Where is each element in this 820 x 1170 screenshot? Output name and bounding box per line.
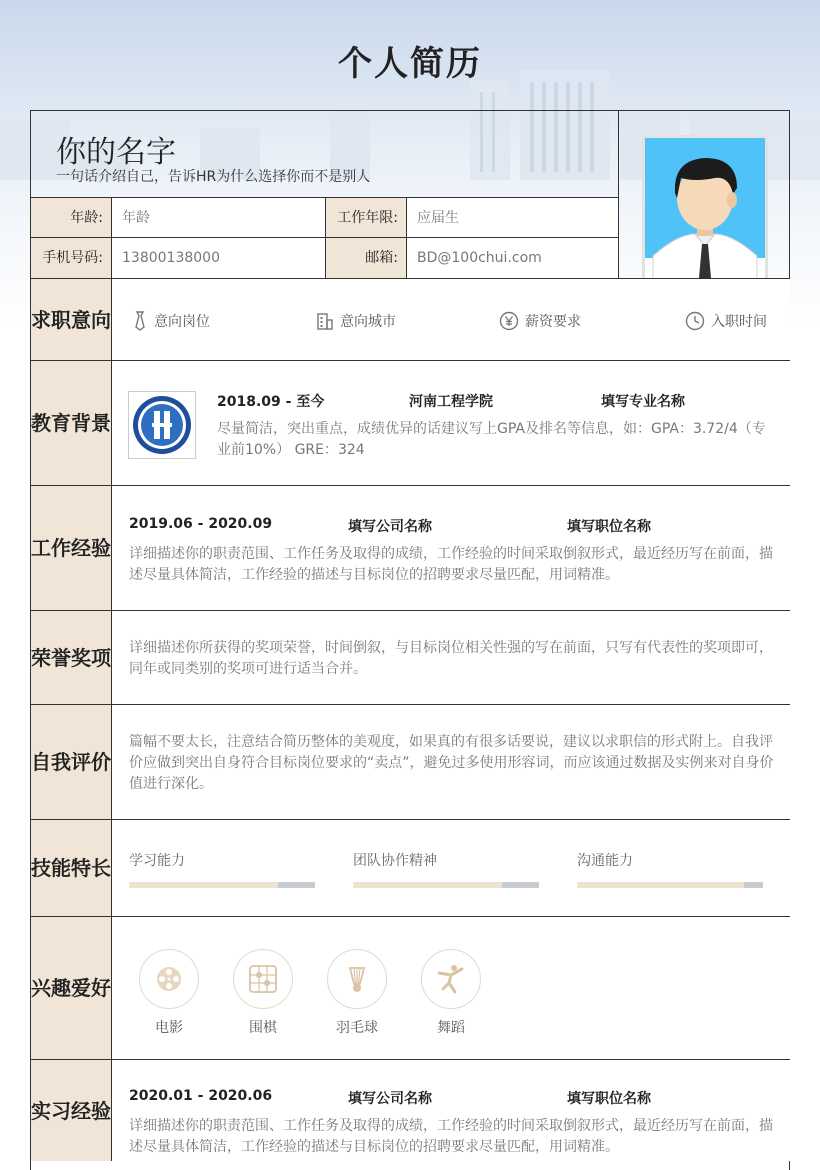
section-label-line1: 技能 — [31, 856, 71, 880]
hobby-icon-circle — [233, 949, 293, 1009]
profile-header — [31, 111, 791, 279]
honors-body — [112, 611, 790, 704]
skill-item[interactable] — [577, 850, 763, 888]
section-work-experience — [31, 485, 790, 610]
clock-icon — [685, 311, 705, 331]
section-job-intent — [31, 278, 790, 360]
skill-name: 学习能力 — [129, 853, 185, 869]
intent-position[interactable] — [132, 311, 210, 331]
skill-name: 沟通能力 — [577, 853, 633, 869]
section-label-line2: 经验 — [71, 1099, 111, 1123]
section-label-hobbies — [31, 917, 112, 1059]
resume-sheet — [30, 110, 790, 1170]
section-label-line2: 背景 — [71, 411, 111, 435]
section-label-job-intent — [31, 279, 112, 360]
hobby-name: 羽毛球 — [336, 1020, 378, 1036]
avatar-illustration — [645, 138, 765, 290]
self-evaluation-description[interactable]: 篇幅不要太长，注意结合简历整体的美观度，如果真的有很多话要说，建议以求职信的形式附上。自我评价应做到突出自身符合目标岗位要求的“卖点”，避免过多使用形容词，而应该通过数据及实例来对自身价值进行深化。 — [129, 734, 774, 792]
hobby-item[interactable] — [326, 949, 388, 1037]
intent-position-label: 意向岗位 — [154, 314, 210, 330]
intent-city-label: 意向城市 — [340, 314, 396, 330]
name-block — [31, 111, 619, 198]
hobby-name: 电影 — [155, 1020, 183, 1036]
intent-start-time[interactable] — [685, 311, 767, 331]
work-company[interactable]: 填写公司名称 — [348, 519, 432, 535]
internship-position[interactable]: 填写职位名称 — [567, 1091, 651, 1107]
yen-icon — [499, 311, 519, 331]
skill-bar-fill — [129, 882, 278, 888]
building-icon — [316, 312, 334, 330]
section-label-education — [31, 361, 112, 485]
internship-period[interactable]: 2020.01 - 2020.06 — [129, 1088, 273, 1104]
intent-city[interactable] — [316, 311, 396, 331]
tie-icon — [132, 311, 148, 331]
candidate-name[interactable]: 你的名字 — [56, 135, 176, 170]
work-experience-body — [112, 486, 790, 610]
internship-description[interactable]: 详细描述你的职责范围、工作任务及取得的成绩，工作经验的时间采取倒叙形式，最近经历写在前面，描述尽量具体简洁，工作经验的描述与目标岗位的招聘要求尽量匹配，用词精准。 — [129, 1118, 773, 1155]
work-description[interactable]: 详细描述你的职责范围、工作任务及取得的成绩，工作经验的时间采取倒叙形式，最近经历写在前面，描述尽量具体简洁，工作经验的描述与目标岗位的招聘要求尽量匹配，用词精准。 — [129, 546, 773, 583]
section-label-line2: 经验 — [71, 536, 111, 560]
education-major[interactable]: 填写专业名称 — [601, 394, 685, 410]
hobbies-body — [112, 917, 790, 1059]
age-value[interactable]: 年龄 — [112, 198, 326, 238]
photo-column — [619, 111, 790, 279]
section-education — [31, 360, 790, 485]
skill-bar — [353, 882, 539, 888]
education-school[interactable]: 河南工程学院 — [409, 394, 493, 410]
intent-salary-label: 薪资要求 — [525, 314, 581, 330]
internship-company[interactable]: 填写公司名称 — [348, 1091, 432, 1107]
age-label: 年龄: — [31, 198, 112, 238]
email-label: 邮箱: — [326, 238, 407, 278]
dancer-icon — [435, 963, 467, 995]
section-label-self-evaluation — [31, 705, 112, 819]
section-label-line2: 特长 — [71, 856, 111, 880]
hobby-icon-circle — [421, 949, 481, 1009]
section-self-evaluation — [31, 704, 790, 819]
basic-info-grid — [31, 198, 619, 279]
shuttlecock-icon — [342, 964, 372, 994]
section-label-line2: 评价 — [71, 750, 111, 774]
job-intent-body — [112, 279, 790, 360]
work-years-label: 工作年限: — [326, 198, 407, 238]
section-label-line1: 兴趣 — [31, 976, 71, 1000]
self-evaluation-body — [112, 705, 790, 819]
candidate-tagline[interactable]: 一句话介绍自己，告诉HR为什么选择你而不是别人 — [56, 169, 371, 185]
section-label-line1: 求职 — [31, 307, 71, 332]
skill-bar-fill — [353, 882, 502, 888]
section-label-work-experience — [31, 486, 112, 610]
section-honors — [31, 610, 790, 704]
hobby-name: 围棋 — [249, 1020, 277, 1036]
section-label-line1: 荣誉 — [31, 645, 71, 670]
skill-name: 团队协作精神 — [353, 853, 437, 869]
section-skills — [31, 819, 790, 916]
hobby-icon-circle — [139, 949, 199, 1009]
section-label-line1: 工作 — [31, 536, 71, 560]
skill-item[interactable] — [129, 850, 315, 888]
education-period[interactable]: 2018.09 - 至今 — [217, 394, 325, 410]
skill-bar — [577, 882, 763, 888]
hobby-item[interactable] — [232, 949, 294, 1037]
section-label-line1: 实习 — [31, 1099, 71, 1123]
skills-body — [112, 820, 790, 916]
hobby-item[interactable] — [138, 949, 200, 1037]
intent-start-time-label: 入职时间 — [711, 314, 767, 330]
skill-bar-fill — [577, 882, 744, 888]
skill-bar — [129, 882, 315, 888]
hobby-icon-circle — [327, 949, 387, 1009]
section-label-line1: 教育 — [31, 411, 71, 435]
education-description[interactable]: 尽量简洁，突出重点，成绩优异的话建议写上GPA及排名等信息，如：GPA：3.72/4（专业前10%） GRE：324 — [217, 421, 766, 458]
section-label-internship — [31, 1060, 112, 1161]
work-position[interactable]: 填写职位名称 — [567, 519, 651, 535]
section-label-line2: 意向 — [71, 307, 111, 332]
intent-salary[interactable] — [499, 311, 581, 331]
section-label-honors — [31, 611, 112, 704]
hobby-item[interactable] — [420, 949, 482, 1037]
section-hobbies — [31, 916, 790, 1059]
phone-value[interactable]: 13800138000 — [112, 238, 326, 278]
email-value[interactable]: BD@100chui.com — [407, 238, 619, 278]
page-title: 个人简历 — [338, 44, 482, 84]
section-label-skills — [31, 820, 112, 916]
go-board-icon — [247, 963, 279, 995]
school-logo — [128, 391, 196, 459]
honors-description[interactable]: 详细描述你所获得的奖项荣誉，时间倒叙，与目标岗位相关性强的写在前面，只写有代表性的奖项即可，同年或同类别的奖项可进行适当合并。 — [129, 640, 773, 677]
work-period[interactable]: 2019.06 - 2020.09 — [129, 516, 273, 532]
internship-body — [112, 1060, 790, 1161]
skill-item[interactable] — [353, 850, 539, 888]
film-reel-icon — [154, 964, 184, 994]
education-body — [112, 361, 790, 485]
phone-label: 手机号码: — [31, 238, 112, 278]
profile-photo[interactable] — [642, 135, 768, 293]
section-internship — [31, 1059, 790, 1161]
section-label-line2: 奖项 — [71, 645, 111, 670]
work-years-value[interactable]: 应届生 — [407, 198, 619, 238]
hobby-name: 舞蹈 — [437, 1020, 465, 1036]
section-label-line1: 自我 — [31, 750, 71, 774]
section-label-line2: 爱好 — [71, 976, 111, 1000]
